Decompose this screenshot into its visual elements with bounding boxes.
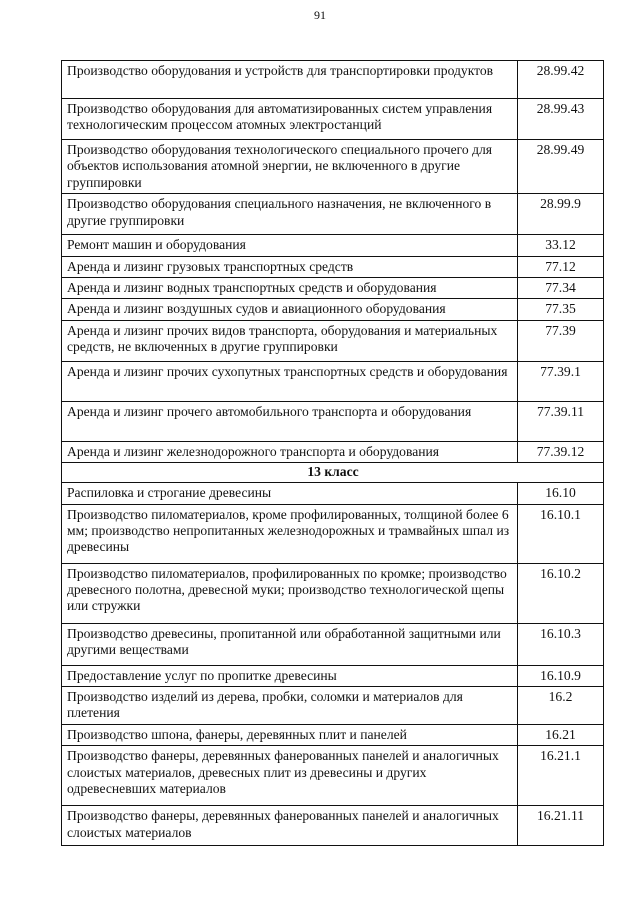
activity-name: Производство оборудования специального назначения, не включенного в другие группировки	[62, 194, 518, 235]
activity-name: Производство шпона, фанеры, деревянных плит и панелей	[62, 724, 518, 745]
activity-code: 16.10	[518, 483, 604, 504]
activity-name: Распиловка и строгание древесины	[62, 483, 518, 504]
table-row	[62, 256, 604, 277]
table-row	[62, 320, 604, 361]
activity-code: 16.10.3	[518, 623, 604, 665]
table-row	[62, 504, 604, 563]
table-row	[62, 687, 604, 725]
activity-name: Аренда и лизинг железнодорожного транспорта и оборудования	[62, 441, 518, 462]
table-row	[62, 665, 604, 686]
activity-name: Производство оборудования технологического специального прочего для объектов использования атомной энергии, не включенного в другие группировки	[62, 140, 518, 194]
table-row	[62, 140, 604, 194]
activity-name: Производство фанеры, деревянных фанерованных панелей и аналогичных слоистых материалов, древесных плит из древесины и других одревесневших материалов	[62, 746, 518, 806]
activity-code: 77.12	[518, 256, 604, 277]
activity-name: Производство оборудования для автоматизированных систем управления технологическим процессом атомных электростанций	[62, 99, 518, 140]
activity-codes-table	[61, 60, 604, 846]
activity-name: Аренда и лизинг грузовых транспортных средств	[62, 256, 518, 277]
table-row	[62, 299, 604, 320]
table-body	[62, 61, 604, 846]
table-row	[62, 441, 604, 462]
activity-name: Аренда и лизинг прочих видов транспорта, оборудования и материальных средств, не включенных в другие группировки	[62, 320, 518, 361]
activity-name: Предоставление услуг по пропитке древесины	[62, 665, 518, 686]
table-row	[62, 563, 604, 623]
activity-code: 16.10.9	[518, 665, 604, 686]
activity-code: 16.21.11	[518, 806, 604, 846]
activity-code: 16.21	[518, 724, 604, 745]
table-row	[62, 623, 604, 665]
table-row	[62, 724, 604, 745]
table-row	[62, 61, 604, 99]
table-row	[62, 235, 604, 256]
activity-name: Производство фанеры, деревянных фанерованных панелей и аналогичных слоистых материалов	[62, 806, 518, 846]
activity-code: 77.39.11	[518, 401, 604, 441]
activity-name: Аренда и лизинг воздушных судов и авиационного оборудования	[62, 299, 518, 320]
section-header-row	[62, 463, 604, 483]
table-row	[62, 746, 604, 806]
activity-name: Аренда и лизинг водных транспортных средств и оборудования	[62, 278, 518, 299]
activity-name: Ремонт машин и оборудования	[62, 235, 518, 256]
activity-code: 33.12	[518, 235, 604, 256]
activity-name: Производство оборудования и устройств для транспортировки продуктов	[62, 61, 518, 99]
table-row	[62, 278, 604, 299]
activity-code: 77.39	[518, 320, 604, 361]
table-row	[62, 806, 604, 846]
activity-code: 28.99.43	[518, 99, 604, 140]
activity-code: 77.35	[518, 299, 604, 320]
activity-name: Производство пиломатериалов, профилированных по кромке; производство древесного полотна, древесной муки; производство технологической щепы или стружки	[62, 563, 518, 623]
activity-code: 77.39.12	[518, 441, 604, 462]
table-row	[62, 483, 604, 504]
activity-code: 16.21.1	[518, 746, 604, 806]
table-row	[62, 99, 604, 140]
activity-code: 16.10.1	[518, 504, 604, 563]
activity-name: Производство пиломатериалов, кроме профилированных, толщиной более 6 мм; производство непропитанных железнодорожных и трамвайных шпал из древесины	[62, 504, 518, 563]
activity-code: 28.99.9	[518, 194, 604, 235]
section-title: 13 класс	[62, 463, 604, 483]
page-number: 91	[314, 8, 326, 22]
activity-code: 77.39.1	[518, 361, 604, 401]
activity-name: Производство древесины, пропитанной или обработанной защитными или другими веществами	[62, 623, 518, 665]
activity-code: 77.34	[518, 278, 604, 299]
table-row	[62, 361, 604, 401]
activity-code: 16.10.2	[518, 563, 604, 623]
activity-name: Аренда и лизинг прочего автомобильного транспорта и оборудования	[62, 401, 518, 441]
activity-code: 28.99.42	[518, 61, 604, 99]
activity-code: 28.99.49	[518, 140, 604, 194]
table-row	[62, 401, 604, 441]
activity-name: Аренда и лизинг прочих сухопутных транспортных средств и оборудования	[62, 361, 518, 401]
activity-code: 16.2	[518, 687, 604, 725]
table-row	[62, 194, 604, 235]
activity-name: Производство изделий из дерева, пробки, соломки и материалов для плетения	[62, 687, 518, 725]
